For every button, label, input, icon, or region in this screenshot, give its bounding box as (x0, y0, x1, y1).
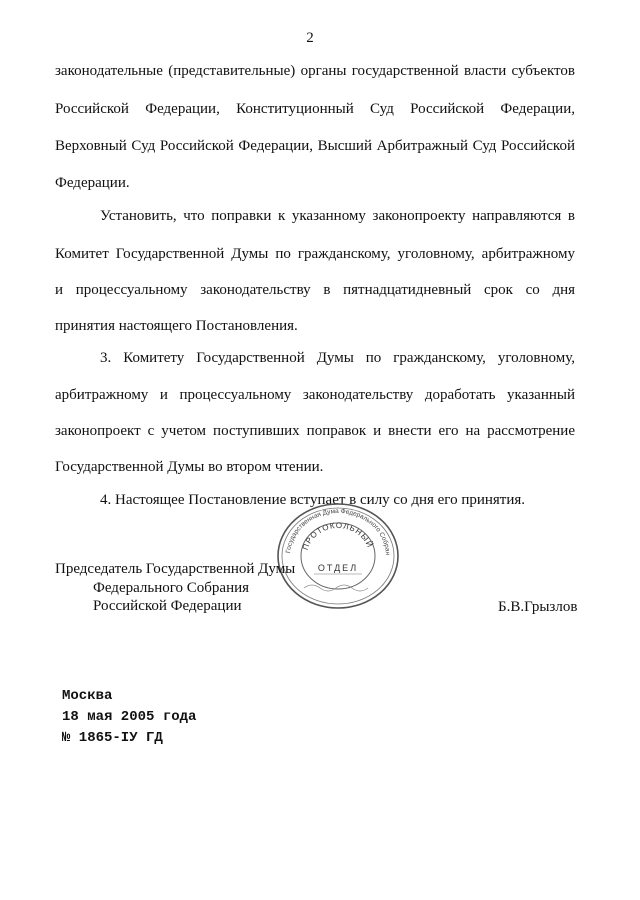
paragraph-line: Установить, что поправки к указанному законопроекту направляются в (100, 208, 575, 224)
paragraph-line: Комитет Государственной Думы по гражданскому, уголовному, арбитражному (55, 246, 575, 262)
paragraph-line: 3. Комитету Государственной Думы по гражданскому, уголовному, (100, 350, 575, 366)
paragraph-line: законодательные (представительные) органы государственной власти субъектов (55, 63, 575, 79)
paragraph-line: принятия настоящего Постановления. (55, 318, 298, 334)
signatory-title-line-2: Федерального Собрания (93, 580, 250, 596)
paragraph-line: Российской Федерации, Конституционный Суд Российской Федерации, (55, 101, 575, 117)
paragraph-line: Верховный Суд Российской Федерации, Высший Арбитражный Суд Российской (55, 138, 575, 154)
paragraph-line: арбитражному и процессуальному законодательству доработать указанный (55, 387, 575, 403)
signatory-name: Б.В.Грызлов (498, 599, 578, 615)
footer-number: № 1865-IУ ГД (62, 730, 163, 746)
svg-text:ПРОТОКОЛЬНЫЙ (301, 521, 375, 551)
page-number: 2 (306, 30, 314, 46)
stamp-center-text: ОТДЕЛ (317, 563, 359, 573)
paragraph-line: Федерации. (55, 175, 130, 191)
footer-date: 18 мая 2005 года (62, 709, 197, 725)
official-stamp-icon (274, 500, 402, 610)
stamp-top-text: ПРОТОКОЛЬНЫЙ (300, 520, 375, 552)
paragraph-4: 4. Настоящее Постановление вступает в силу со дня его принятия. (100, 492, 526, 508)
paragraph-line: законопроект с учетом поступивших поправок и внести его на рассмотрение (55, 423, 575, 439)
footer-city: Москва (62, 688, 113, 704)
paragraph-line: и процессуальному законодательству в пятнадцатидневный срок со дня (55, 282, 575, 298)
signatory-title-line-3: Российской Федерации (93, 598, 242, 614)
paragraph-line: Государственной Думы во втором чтении. (55, 459, 324, 475)
stamp-outer-text: Государственная Дума Федерального Собран (285, 507, 392, 556)
signatory-title-line-1: Председатель Государственной Думы (55, 561, 296, 577)
